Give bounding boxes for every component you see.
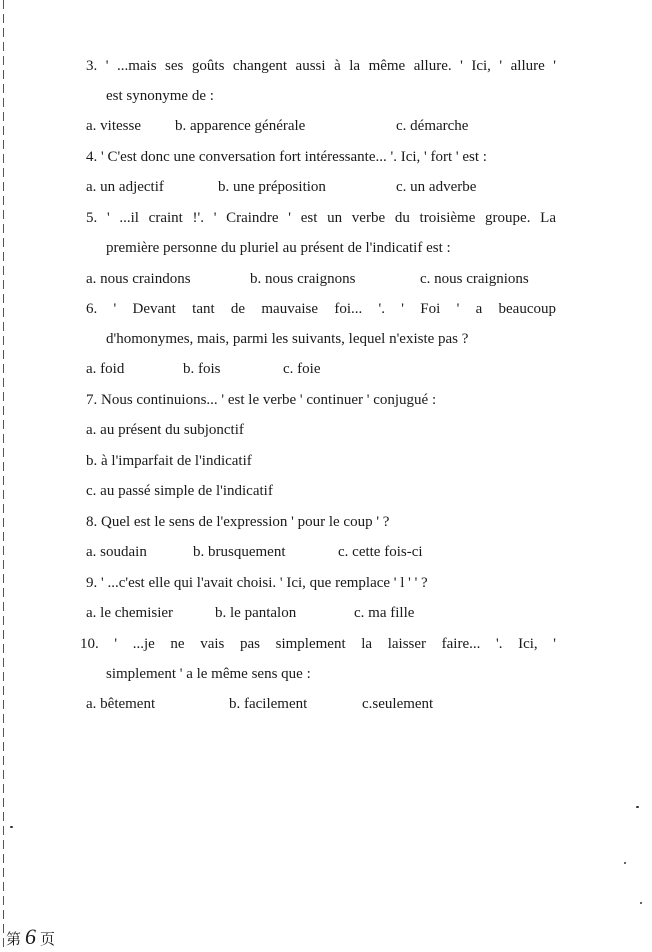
question-8-option-b: b. brusquement bbox=[193, 544, 286, 560]
question-5-option-b: b. nous craignons bbox=[250, 271, 356, 287]
question-3-option-a: a. vitesse bbox=[86, 118, 141, 134]
question-6-line-2: d'homonymes, mais, parmi les suivants, lequel n'existe pas ? bbox=[106, 331, 469, 347]
footer-suffix: 页 bbox=[40, 930, 56, 948]
question-7-line-1: 7. Nous continuions... ' est le verbe ' continuer ' conjugué : bbox=[86, 392, 437, 408]
question-10-line-2: simplement ' a le même sens que : bbox=[106, 666, 311, 682]
question-3-option-c: c. démarche bbox=[396, 118, 469, 134]
question-8-line-1: 8. Quel est le sens de l'expression ' pour le coup ' ? bbox=[86, 514, 390, 530]
page-number: 6 bbox=[25, 924, 37, 949]
scan-speck bbox=[636, 806, 639, 808]
question-4-option-a: a. un adjectif bbox=[86, 179, 164, 195]
question-5-line-1: 5. ' ...il craint !'. ' Craindre ' est un verbe du troisième groupe. La bbox=[86, 210, 556, 226]
question-3-option-b: b. apparence générale bbox=[175, 118, 306, 134]
question-10-option-c: c.seulement bbox=[362, 696, 434, 712]
question-6-option-b: b. fois bbox=[183, 361, 221, 377]
question-10-line-1: 10. ' ...je ne vais pas simplement la laisser faire... '. Ici, ' bbox=[80, 636, 556, 652]
question-8-option-a: a. soudain bbox=[86, 544, 147, 560]
question-4-line-1: 4. ' C'est donc une conversation fort intéressante... '. Ici, ' fort ' est : bbox=[86, 149, 487, 165]
question-9-option-a: a. le chemisier bbox=[86, 605, 174, 621]
question-5-line-2: première personne du pluriel au présent de l'indicatif est : bbox=[106, 240, 451, 256]
scan-speck bbox=[10, 826, 13, 828]
question-9-option-c: c. ma fille bbox=[354, 605, 415, 621]
question-7-option-b: b. à l'imparfait de l'indicatif bbox=[86, 453, 252, 469]
question-9-line-1: 9. ' ...c'est elle qui l'avait choisi. ' Ici, que remplace ' l ' ' ? bbox=[86, 575, 428, 591]
scan-speck bbox=[640, 902, 642, 904]
question-9-option-b: b. le pantalon bbox=[215, 605, 297, 621]
page-footer bbox=[6, 924, 55, 950]
left-margin-rule bbox=[3, 0, 4, 952]
question-10-option-b: b. facilement bbox=[229, 696, 308, 712]
footer-prefix: 第 bbox=[6, 930, 22, 948]
question-6-line-1: 6. ' Devant tant de mauvaise foi... '. ' Foi ' a beaucoup bbox=[86, 301, 556, 317]
question-7-option-a: a. au présent du subjonctif bbox=[86, 422, 244, 438]
question-4-option-b: b. une préposition bbox=[218, 179, 326, 195]
question-3-line-2: est synonyme de : bbox=[106, 88, 214, 104]
question-7-option-c: c. au passé simple de l'indicatif bbox=[86, 483, 273, 499]
question-3-line-1: 3. ' ...mais ses goûts changent aussi à la même allure. ' Ici, ' allure ' bbox=[86, 58, 556, 74]
question-5-option-a: a. nous craindons bbox=[86, 271, 191, 287]
scan-speck bbox=[624, 862, 626, 864]
question-5-option-c: c. nous craignions bbox=[420, 271, 529, 287]
question-6-option-a: a. foid bbox=[86, 361, 125, 377]
question-8-option-c: c. cette fois-ci bbox=[338, 544, 423, 560]
question-10-option-a: a. bêtement bbox=[86, 696, 156, 712]
question-4-option-c: c. un adverbe bbox=[396, 179, 477, 195]
question-6-option-c: c. foie bbox=[283, 361, 321, 377]
